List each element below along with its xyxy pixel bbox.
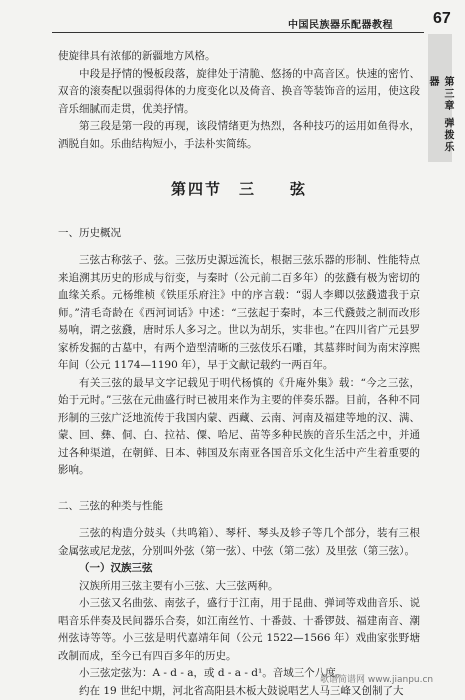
page-header: [0, 0, 465, 36]
intro-third-paragraph: 第三段是第一段的再现，该段情绪更为热烈，各种技巧的运用如鱼得水，洒脱自如。乐曲结构短小，手法朴实简练。: [58, 118, 420, 153]
intro-line: 使旋律具有浓郁的新疆地方风格。: [58, 48, 420, 66]
page-body: [58, 48, 420, 700]
page-number: 67: [433, 10, 451, 28]
watermark: 歌谱简谱网 www.jianpu.cn: [320, 672, 433, 685]
types-paragraph-4: 小三弦定弦为：A - d - a，或 d - a - d¹。音域三个八度。: [58, 665, 420, 683]
running-header-title: 中国民族器乐配器教程: [288, 16, 393, 31]
history-heading: 一、历史概况: [58, 225, 420, 243]
chapter-side-tab: 第三章 弹拨乐器: [428, 34, 452, 162]
history-paragraph-2: 有关三弦的最早文字记载见于明代杨慎的《升庵外集》载：“今之三弦，始于元时。”三弦在元曲盛行时已被用来作为主要的伴奏乐器。目前，各种不同形制的三弦广泛地流传于我国内蒙、西藏、云南、河南及福建等地的汉、满、蒙、回、彝、侗、白、拉祜、僳、哈尼、苗等多种民族的音乐生活之中，并通过各种渠道，在朝鲜、日本、韩国及东南亚各国音乐文化生活中产生着重要的影响。: [58, 375, 420, 480]
intro-middle-paragraph: 中段是抒情的慢板段落，旋律处于清脆、悠扬的中高音区。快速的密竹、双音的滚奏配以强弱得体的力度变化以及倚音、换音等装饰音的运用，使这段音乐细腻而走贯，优美抒情。: [58, 66, 420, 119]
types-paragraph-1: 三弦的构造分鼓头（共鸣箱）、琴杆、琴头及轸子等几个部分，装有三根金属弦或尼龙弦，分别叫外弦（第一弦）、中弦（第二弦）及里弦（第三弦）。: [58, 525, 420, 560]
types-paragraph-2: 汉族所用三弦主要有小三弦、大三弦两种。: [58, 578, 420, 596]
types-heading: 二、三弦的种类与性能: [58, 498, 420, 516]
history-paragraph-1: 三弦古称弦子、弦。三弦历史源远流长，根据三弦乐器的形制、性能特点来追溯其历史的形成与衍变，与秦时（公元前二百多年）的弦鼗有极为密切的血缘关系。元杨维桢《铁厓乐府注》中的序言载：“弱人李卿以弦鼗遗我于京师。”清毛奇龄在《西河词话》中述：“三弦起于秦时，本三代鼗鼓之制而改形易响，谓之弦鼗，唐时乐人多习之。世以为胡乐，实非也。”在四川省广元县罗家桥发掘的古墓中，有两个造型清晰的三弦伎乐石雕，其墓葬时间为南宋淳熙年间（公元 1174—1190 年），早于文献记载约一两百年。: [58, 252, 420, 375]
header-rule: [52, 32, 424, 33]
han-sanxian-heading: （一）汉族三弦: [58, 560, 420, 578]
section-title: 第四节 三 弦: [58, 181, 420, 199]
types-paragraph-5: 约在 19 世纪中期，河北省高阳县木板大鼓说唱艺人马三峰又创制了大: [58, 683, 420, 700]
types-paragraph-3: 小三弦又名曲弦、南弦子，盛行于江南，用于昆曲、弹词等戏曲音乐、说唱音乐伴奏及民间器乐合奏，如江南丝竹、十番鼓、十番锣鼓、福建南音、潮州弦诗等等。小三弦是明代嘉靖年间（公元 1522—1566 年）戏曲家张野塘改制而成，至今已有四百多年的历史。: [58, 595, 420, 665]
